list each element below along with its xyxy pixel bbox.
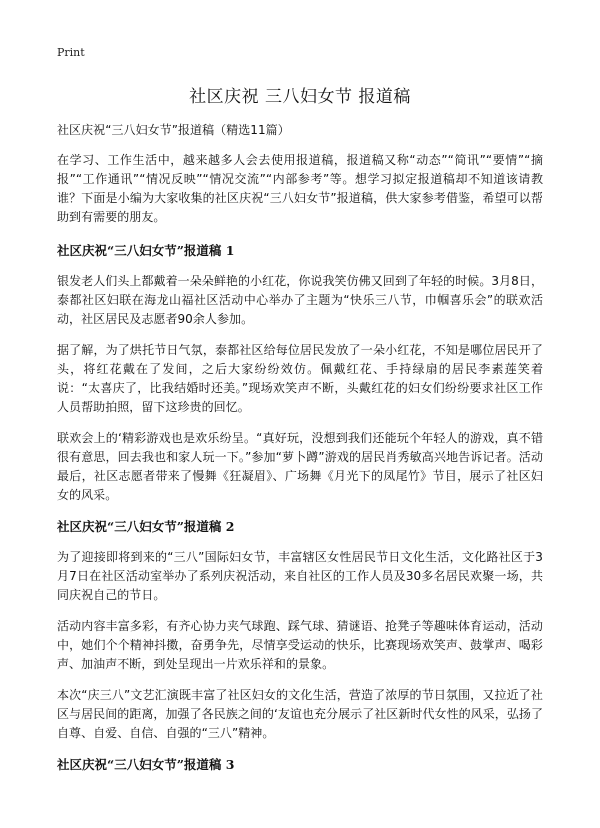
section-paragraph: 据了解，为了烘托节日气氛，泰都社区给每位居民发放了一朵小红花，不知是哪位居民开了头，将红花戴在了发间，之后大家纷纷效仿。佩戴红花、手持绿扇的居民李素莲笑着说：“太喜庆了，比我结婚时还美。”现场欢笑声不断，头戴红花的妇女们纷纷要求社区工作人员帮助拍照，留下这珍贵的回忆。 bbox=[57, 343, 543, 414]
document-body bbox=[57, 121, 543, 786]
document-subtitle: 社区庆祝“三八妇女节”报道稿（精选11篇） bbox=[57, 123, 290, 137]
section-paragraph: 联欢会上的‘精彩游戏也是欢乐纷呈。“真好玩，没想到我们还能玩个年轻人的游戏，真不错很有意思，回去我也和家人玩一下。”参加“萝卜蹲”游戏的居民肖秀敏高兴地告诉记者。活动最后，社区志愿者带来了慢舞《狂凝眉》、广场舞《月光下的凤尾竹》节目，展示了社区妇女的风采。 bbox=[57, 431, 543, 502]
section-paragraph: 为了迎接即将到来的“三八”国际妇女节，丰富辖区女性居民节日文化生活，文化路社区于3月7日在社区活动室举办了系列庆祝活动，来自社区的工作人员及30多名居民欢聚一场，共同庆祝自己的节日。 bbox=[57, 550, 543, 602]
intro-paragraph: 在学习、工作生活中，越来越多人会去使用报道稿，报道稿又称“动态”“简讯”“要情”“摘报”“工作通讯”“情况反映”“情况交流”“内部参考”等。想学习拟定报道稿却不知道该请教谁？下面是小编为大家收集的社区庆祝“三八妇女节”报道稿，供大家参考借鉴，希望可以帮助到有需要的朋友。 bbox=[57, 153, 543, 224]
print-link[interactable]: Print bbox=[57, 46, 85, 59]
section-paragraph: 本次“庆三八”文艺汇演既丰富了社区妇女的文化生活，营造了浓厚的节日氛围，又拉近了社区与居民间的距离，加强了各民族之间的‘友谊也充分展示了社区新时代女性的风采，弘扬了自尊、自爱、自信、自强的“三八”精神。 bbox=[57, 688, 543, 740]
section-heading: 社区庆祝“三八妇女节”报道稿 2 bbox=[57, 519, 235, 534]
document-title: 社区庆祝 三八妇女节 报道稿 bbox=[189, 87, 411, 107]
section-heading: 社区庆祝“三八妇女节”报道稿 1 bbox=[57, 243, 235, 258]
section-paragraph: 银发老人们头上都戴着一朵朵鲜艳的小红花，你说我笑仿佛又回到了年轻的时候。3月8日，泰都社区妇联在海龙山福社区活动中心举办了主题为“快乐三八节，巾帼喜乐会”的联欢活动，社区居民及志愿者90余人参加。 bbox=[57, 274, 543, 326]
section-heading: 社区庆祝“三八妇女节”报道稿 3 bbox=[57, 757, 235, 772]
section-paragraph: 活动内容丰富多彩，有齐心协力夹气球跑、踩气球、猜谜语、抢凳子等趣味体育运动，活动中，她们个个精神抖擞，奋勇争先，尽情享受运动的快乐，比赛现场欢笑声、鼓掌声、喝彩声、加油声不断，到处呈现出一片欢乐祥和的景象。 bbox=[57, 619, 543, 671]
